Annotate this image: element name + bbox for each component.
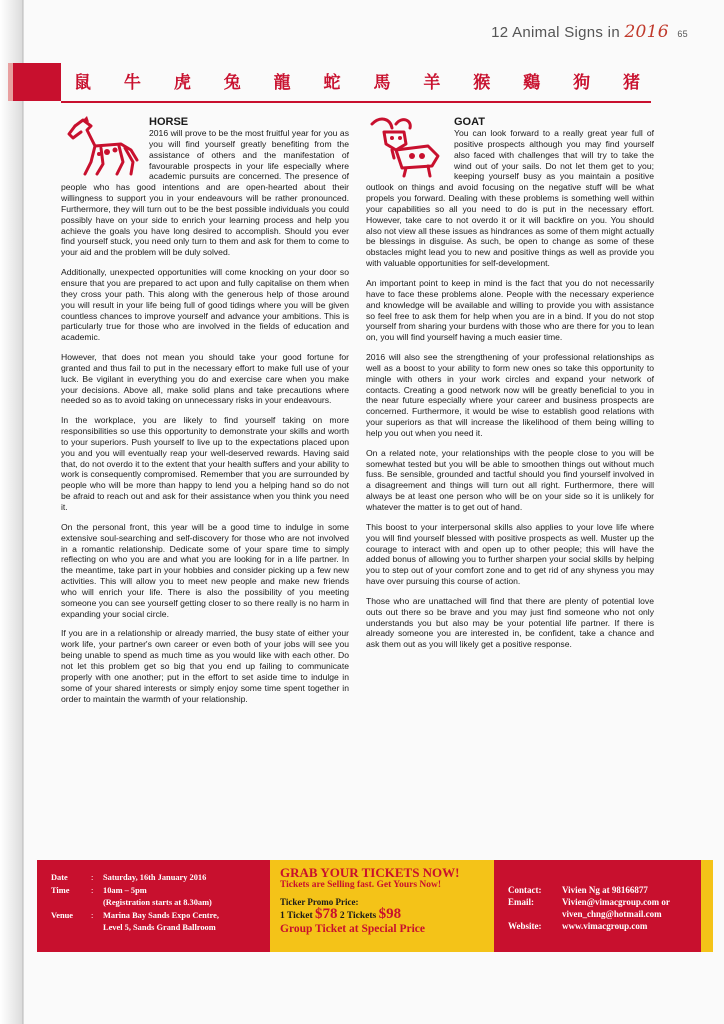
event-banner (37, 860, 713, 952)
goat-papercut-icon (366, 116, 448, 178)
goat-column (366, 116, 654, 659)
zodiac-character: 狗 (573, 73, 591, 93)
horse-paragraph: In the workplace, you are likely to find yourself taking on more responsibilities so use this opportunity to demonstrate your skills and worth to your superiors. Push yourself to live up to the expectations placed upon you and you will eventually reap your well-deserved rewards. Having said that, do not overdo it to the extent that your health suffers and your ability to work is consequently compromised. Remember that you are surrounded by people who will be more than happy to lend you a helping hand so do not be afraid to reach out and ask for their assistance when you think you need it. (61, 415, 349, 512)
goat-paragraph: This boost to your interpersonal skills also applies to your love life where you will find yourself blessed with positive prospects as well. Muster up the courage to interact with and open up to other people; this will have the added bonus of allowing you to further sharpen your social skills by helping you to step out of your comfort zone and to get rid of any shyness you may have over pursuing this course of action. (366, 521, 654, 587)
contact-value: Vivien Ng at 98166877 (562, 885, 648, 895)
zodiac-character: 龍 (273, 73, 291, 93)
horse-paragraph: On the personal front, this year will be a good time to indulge in some extensive soul-searching and self-discovery for those who are not involved in a romantic relationship. Dedicate some of your spare time to simply reflecting on who you are and what you are looking for in a life partner. In the meantime, take part in your hobbies and consider picking up a few new activities. This will allow you to meet new people and make new friends who will enrich your life. There is also the possibility of you meeting someone you can see yourself getting closer to so there really is no harm in expanding your social circle. (61, 521, 349, 619)
website-link[interactable]: www.vimacgroup.com (562, 921, 648, 931)
two-tickets-price: $98 (378, 906, 402, 922)
zodiac-character: 虎 (173, 73, 191, 93)
group-ticket: Group Ticket at Special Price (280, 923, 426, 935)
date-value: Saturday, 16th January 2016 (103, 873, 207, 882)
one-ticket-price: $78 (315, 906, 338, 922)
event-details: Date : Saturday, 16th January 2016 Time : 10am – 5pm (Registration starts at 8.30am) Venue : Marina Bay Sands Expo Centre, Level 5, Sands Grand Ballroom (37, 860, 270, 952)
zodiac-characters-row (62, 68, 652, 93)
date-label: Date (51, 873, 68, 882)
time-note: (Registration starts at 8.30am) (103, 898, 212, 907)
header-rule (61, 101, 651, 103)
goat-title: GOAT (454, 116, 485, 128)
zodiac-character: 兔 (223, 73, 241, 93)
ticket-prices (280, 907, 494, 923)
website-label: Website: (508, 921, 542, 931)
page-number: 65 (677, 29, 688, 39)
venue-label: Venue (51, 910, 74, 920)
horse-papercut-icon (61, 116, 143, 178)
zodiac-character: 蛇 (323, 73, 341, 93)
zodiac-character: 馬 (373, 73, 391, 93)
goat-paragraph: Those who are unattached will find that there are plenty of potential love outs out there so be brave and you may just find someone who not only understands you but also may be your potential life partner. If there is already someone you are interested in, be confident, take a chance and ask them out as you will likely get a positive response. (366, 595, 654, 650)
zodiac-character: 牛 (123, 73, 141, 93)
venue-line-1: Marina Bay Sands Expo Centre, (103, 910, 219, 920)
time-value: 10am – 5pm (103, 885, 147, 895)
header-title: 12 Animal Signs in (491, 24, 620, 41)
zodiac-character: 猪 (622, 73, 640, 93)
tickets-headline: GRAB YOUR TICKETS NOW! (280, 865, 460, 880)
time-label: Time (51, 885, 70, 895)
goat-paragraph: 2016 will also see the strengthening of your professional relationships as well as a boost to your ability to form new ones so take this opportunity to mingle with others in your work circles and expand your network of contacts. Creating a good network now will be greatly beneficial to you in the near future especially where your career and business prospects are concerned. Furthermore, it would be wise to establish good relations with your superiors as that will increase the likelihood of them being willing to help you out when you need it. (366, 352, 654, 438)
horse-title: HORSE (149, 116, 189, 128)
goat-paragraph: An important point to keep in mind is the fact that you do not necessarily have to face these problems alone. People with the necessary experience and knowledge will be available and willing to provide you with assistance so feel free to ask them for help when you are in a bind. If you do not stop yourself from sharing your burdens with those who are there for you to lean on, you will find yourself having a much easier time. (366, 277, 654, 343)
contact-details (494, 860, 701, 952)
spine-line (22, 0, 23, 1024)
email-link[interactable]: Vivien@vimacgroup.com or (562, 897, 670, 907)
email-link-2[interactable]: viven_chng@hotmail.com (562, 909, 662, 919)
zodiac-character: 猴 (473, 73, 491, 93)
horse-paragraph: Additionally, unexpected opportunities will come knocking on your door so ensure that you are prepared to act upon and fully capitalise on them when they cross your path. This along with the generous help of those around you will result in your life being full of good tidings where you will be given countless chances to improve yourself and advance your ambitions. This is particularly true for those who are involved in the fields of education and academic. (61, 267, 349, 343)
horse-paragraph: If you are in a relationship or already married, the busy state of either your work life, your partner's own career or even both of your jobs will see you being unable to spend as much time as you would like with each other. Do not let this problem get so big that you end up failing to communicate properly with one another; put in the effort to set aside time to indulge in some of your shared interests or simply enjoy some time spent together in order to maintain the warmth of your relationship. (61, 628, 349, 704)
header-year: 2016 (624, 22, 669, 42)
venue-line-2: Level 5, Sands Grand Ballroom (103, 923, 216, 932)
zodiac-character: 鼠 (74, 73, 91, 93)
page-spine (0, 0, 24, 1024)
page-header (491, 22, 688, 42)
ticket-promo (270, 860, 494, 952)
banner-yellow-strip (701, 860, 713, 952)
promo-label: Ticker Promo Price: (280, 897, 359, 907)
horse-column (61, 116, 349, 713)
zodiac-character: 鷄 (523, 73, 541, 93)
two-tickets-label: 2 Tickets (339, 911, 377, 921)
one-ticket-label: 1 Ticket (280, 911, 313, 921)
contact-label: Contact: (508, 885, 542, 895)
tickets-subheadline: Tickets are Selling fast. Get Yours Now! (280, 880, 442, 890)
horse-paragraph: 2016 will prove to be the most fruitful year for you as you will find yourself greatly benefiting from the assistance of others and the manifestation of favourable prospects in your life especially where academic pursuits are concerned. The presence of people who has good intentions and are open-hearted about their willingness to support you in your endeavours will be rather pronounced. Furthermore, they will turn out to be the best possible individuals you could possibly have on your side to enrich your learning process and help you achieve the goals you have long desired to accomplish. Should you ever find yourself stuck, you need only turn to them and ask for them to come to your aid and the problem will be duly solved. (61, 128, 349, 258)
goat-paragraph: On a related note, your relationships with the people close to you will be somewhat tested but you will be able to smoothen things out without much fuss. Be sensible, grounded and tactful should you find yourself involved in a disagreement and things will turn out all right. Furthermore, there will always be at least one person who will be on your side so it is unlikely for whatever the matter is to get out of hand. (366, 447, 654, 512)
email-label: Email: (508, 897, 534, 907)
zodiac-character: 羊 (423, 73, 441, 93)
goat-paragraph: You can look forward to a really great year full of positive prospects although you may find yourself also faced with challenges that will try to take the wind out of your sails. Do not let them get to you; keeping yourself busy as you maintain a positive outlook on things and avoid focusing on the negative stuff will be what propels you forward. Dealing with these problems is something well within your capabilities so all you need to do is put in the necessary effort. However, take care to not overdo it or it will backfire on you. You should also not view all these issues as hindrances as some of them might actually be blessings in disguise. As such, be open to change as some of these obstacles might lead you to new and positive things as well as provide you with valuable opportunities for self-development. (366, 128, 654, 269)
red-accent-block (13, 63, 61, 101)
horse-paragraph: However, that does not mean you should take your good fortune for granted and thus fail to put in the necessary effort to make full use of your luck. Be vigilant in everything you do and exercise care when you make your decisions. Above all, make solid plans and take precautions where needed so as to avoid taking on unnecessary risks in your endeavours. (61, 352, 349, 406)
